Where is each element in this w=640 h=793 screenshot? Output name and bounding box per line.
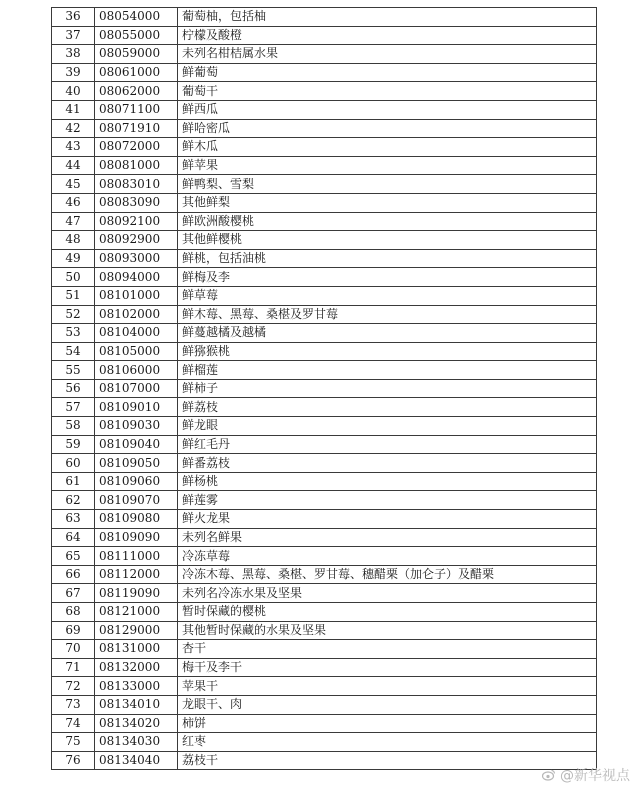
table-row [52, 510, 597, 529]
table-row [52, 640, 597, 659]
hs-code: 08102000 [95, 305, 178, 324]
row-number: 71 [52, 658, 95, 677]
row-number: 63 [52, 510, 95, 529]
product-name: 鲜龙眼 [178, 417, 597, 436]
product-name: 未列名鲜果 [178, 528, 597, 547]
product-name: 苹果干 [178, 677, 597, 696]
table-row [52, 714, 597, 733]
product-name: 鲜荔枝 [178, 398, 597, 417]
hs-code: 08059000 [95, 45, 178, 64]
row-number: 64 [52, 528, 95, 547]
hs-code: 08107000 [95, 379, 178, 398]
table-row [52, 324, 597, 343]
hs-code: 08104000 [95, 324, 178, 343]
table-row [52, 398, 597, 417]
row-number: 57 [52, 398, 95, 417]
row-number: 40 [52, 82, 95, 101]
row-number: 49 [52, 249, 95, 268]
product-name: 鲜葡萄 [178, 63, 597, 82]
row-number: 68 [52, 603, 95, 622]
row-number: 50 [52, 268, 95, 287]
product-name: 鲜桃，包括油桃 [178, 249, 597, 268]
product-name: 鲜猕猴桃 [178, 342, 597, 361]
hs-code: 08093000 [95, 249, 178, 268]
hs-code: 08106000 [95, 361, 178, 380]
row-number: 36 [52, 8, 95, 27]
product-name: 鲜鸭梨、雪梨 [178, 175, 597, 194]
row-number: 47 [52, 212, 95, 231]
row-number: 51 [52, 286, 95, 305]
hs-code: 08111000 [95, 547, 178, 566]
product-name: 柠檬及酸橙 [178, 26, 597, 45]
product-name: 柿饼 [178, 714, 597, 733]
table-row [52, 231, 597, 250]
table-row [52, 249, 597, 268]
table-row [52, 733, 597, 752]
hs-code: 08083090 [95, 193, 178, 212]
row-number: 72 [52, 677, 95, 696]
table-row [52, 175, 597, 194]
product-name: 鲜木瓜 [178, 138, 597, 157]
row-number: 37 [52, 26, 95, 45]
row-number: 73 [52, 695, 95, 714]
product-name: 鲜西瓜 [178, 100, 597, 119]
hs-code: 08105000 [95, 342, 178, 361]
row-number: 59 [52, 435, 95, 454]
row-number: 53 [52, 324, 95, 343]
table-row [52, 695, 597, 714]
hs-code: 08133000 [95, 677, 178, 696]
product-name: 鲜番荔枝 [178, 454, 597, 473]
hs-code: 08134040 [95, 751, 178, 770]
row-number: 55 [52, 361, 95, 380]
hs-code: 08092900 [95, 231, 178, 250]
table-row [52, 156, 597, 175]
product-name: 鲜苹果 [178, 156, 597, 175]
watermark-text: @新华视点 [560, 768, 630, 784]
hs-code: 08134010 [95, 695, 178, 714]
table-row [52, 305, 597, 324]
row-number: 42 [52, 119, 95, 138]
product-name: 鲜杨桃 [178, 472, 597, 491]
table-row [52, 751, 597, 770]
hs-code: 08129000 [95, 621, 178, 640]
product-name: 鲜梅及李 [178, 268, 597, 287]
row-number: 67 [52, 584, 95, 603]
hs-code: 08061000 [95, 63, 178, 82]
hs-code: 08083010 [95, 175, 178, 194]
hs-code: 08081000 [95, 156, 178, 175]
hs-code: 08062000 [95, 82, 178, 101]
row-number: 74 [52, 714, 95, 733]
table-row [52, 26, 597, 45]
table-row [52, 45, 597, 64]
table-row [52, 565, 597, 584]
hs-code: 08109010 [95, 398, 178, 417]
table-row [52, 454, 597, 473]
table-row [52, 138, 597, 157]
product-name: 鲜柿子 [178, 379, 597, 398]
row-number: 38 [52, 45, 95, 64]
product-name: 未列名冷冻水果及坚果 [178, 584, 597, 603]
row-number: 41 [52, 100, 95, 119]
row-number: 56 [52, 379, 95, 398]
row-number: 61 [52, 472, 95, 491]
weibo-icon [542, 768, 556, 782]
table-row [52, 491, 597, 510]
table-row [52, 472, 597, 491]
hs-code: 08132000 [95, 658, 178, 677]
table-row [52, 658, 597, 677]
hs-code: 08092100 [95, 212, 178, 231]
table-row [52, 435, 597, 454]
watermark [542, 765, 630, 785]
hs-code: 08109070 [95, 491, 178, 510]
product-name: 鲜红毛丹 [178, 435, 597, 454]
hs-code: 08121000 [95, 603, 178, 622]
row-number: 39 [52, 63, 95, 82]
table-row [52, 8, 597, 27]
table-row [52, 621, 597, 640]
row-number: 43 [52, 138, 95, 157]
product-name: 其他暂时保藏的水果及坚果 [178, 621, 597, 640]
table-row [52, 193, 597, 212]
table-row [52, 584, 597, 603]
table-row [52, 268, 597, 287]
row-number: 58 [52, 417, 95, 436]
row-number: 60 [52, 454, 95, 473]
tariff-code-table [51, 7, 597, 770]
table-row [52, 677, 597, 696]
product-name: 暂时保藏的樱桃 [178, 603, 597, 622]
product-name: 冷冻草莓 [178, 547, 597, 566]
product-name: 鲜莲雾 [178, 491, 597, 510]
product-name: 鲜哈密瓜 [178, 119, 597, 138]
hs-code: 08109030 [95, 417, 178, 436]
product-name: 荔枝干 [178, 751, 597, 770]
hs-code: 08055000 [95, 26, 178, 45]
product-name: 鲜草莓 [178, 286, 597, 305]
row-number: 48 [52, 231, 95, 250]
hs-code: 08109080 [95, 510, 178, 529]
hs-code: 08131000 [95, 640, 178, 659]
table-row [52, 119, 597, 138]
table-row [52, 212, 597, 231]
hs-code: 08109050 [95, 454, 178, 473]
product-name: 鲜火龙果 [178, 510, 597, 529]
product-name: 鲜蔓越橘及越橘 [178, 324, 597, 343]
table-row [52, 342, 597, 361]
product-name: 杏干 [178, 640, 597, 659]
table-row [52, 379, 597, 398]
hs-code: 08054000 [95, 8, 178, 27]
hs-code: 08119090 [95, 584, 178, 603]
row-number: 52 [52, 305, 95, 324]
row-number: 62 [52, 491, 95, 510]
product-name: 鲜木莓、黑莓、桑椹及罗甘莓 [178, 305, 597, 324]
hs-code: 08071910 [95, 119, 178, 138]
row-number: 69 [52, 621, 95, 640]
product-name: 鲜欧洲酸樱桃 [178, 212, 597, 231]
row-number: 46 [52, 193, 95, 212]
product-name: 冷冻木莓、黑莓、桑椹、罗甘莓、穗醋栗（加仑子）及醋栗 [178, 565, 597, 584]
row-number: 76 [52, 751, 95, 770]
row-number: 54 [52, 342, 95, 361]
table-body [52, 8, 597, 770]
hs-code: 08134030 [95, 733, 178, 752]
table-row [52, 100, 597, 119]
hs-code: 08101000 [95, 286, 178, 305]
product-name: 葡萄柚，包括柚 [178, 8, 597, 27]
table-row [52, 286, 597, 305]
row-number: 70 [52, 640, 95, 659]
table-row [52, 603, 597, 622]
row-number: 44 [52, 156, 95, 175]
hs-code: 08109060 [95, 472, 178, 491]
hs-code: 08109040 [95, 435, 178, 454]
hs-code: 08094000 [95, 268, 178, 287]
table-row [52, 82, 597, 101]
table-row [52, 528, 597, 547]
product-name: 其他鲜樱桃 [178, 231, 597, 250]
hs-code: 08134020 [95, 714, 178, 733]
product-name: 红枣 [178, 733, 597, 752]
product-name: 葡萄干 [178, 82, 597, 101]
row-number: 75 [52, 733, 95, 752]
table-row [52, 547, 597, 566]
row-number: 65 [52, 547, 95, 566]
hs-code: 08072000 [95, 138, 178, 157]
row-number: 66 [52, 565, 95, 584]
product-name: 未列名柑桔属水果 [178, 45, 597, 64]
hs-code: 08109090 [95, 528, 178, 547]
hs-code: 08071100 [95, 100, 178, 119]
product-name: 鲜榴莲 [178, 361, 597, 380]
row-number: 45 [52, 175, 95, 194]
product-name: 其他鲜梨 [178, 193, 597, 212]
table-row [52, 361, 597, 380]
table-row [52, 63, 597, 82]
table-row [52, 417, 597, 436]
product-name: 梅干及李干 [178, 658, 597, 677]
hs-code: 08112000 [95, 565, 178, 584]
product-name: 龙眼干、肉 [178, 695, 597, 714]
